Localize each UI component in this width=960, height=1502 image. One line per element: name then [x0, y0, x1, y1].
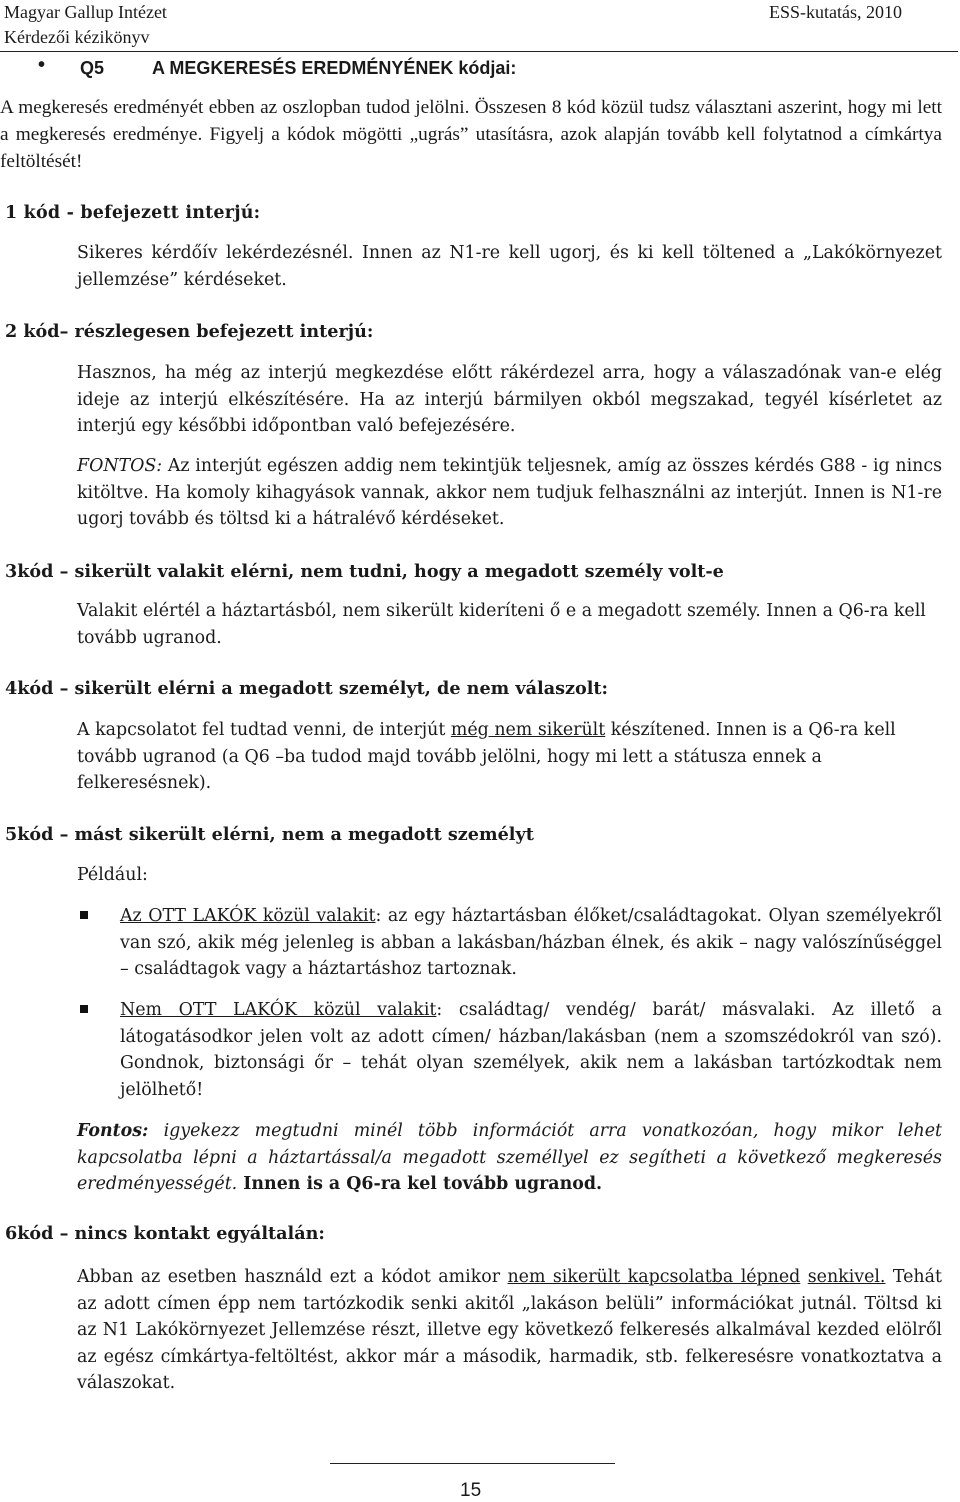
- code5-heading: 5kód – mást sikerült elérni, nem a megadott személyt: [5, 824, 534, 845]
- square-bullet-icon: [80, 1005, 88, 1013]
- header-rule: [0, 51, 958, 52]
- code3-heading: 3kód – sikerült valakit elérni, nem tudni, hogy a megadott személy volt-e: [5, 561, 724, 582]
- code1-heading: 1 kód - befejezett interjú:: [5, 203, 261, 223]
- code3-text: Valakit elértél a háztartásból, nem sikerült kideríteni ő e a megadott személy. Innen a Q6-ra kell tovább ugranod.: [77, 601, 926, 648]
- code5-bullet-1: Az OTT LAKÓK közül valakit: az egy háztartásban élőket/családtagokat. Olyan személyekről van szó, akik még jelenleg is abban a lakásban/házban élnek, és akik – nagy valószínűséggel – családtagok vagy a háztartáshoz tartoznak.: [120, 906, 942, 979]
- code5-example-label: Például:: [77, 865, 148, 885]
- q5-code: Q5: [80, 58, 105, 78]
- code1-text: Sikeres kérdőív lekérdezésnél. Innen az N1-re kell ugorj, és ki kell töltened a „Lakókörnyezet jellemzése” kérdéseket.: [77, 243, 942, 290]
- code4-underlined-phrase: még nem sikerült: [450, 720, 606, 740]
- code5-bullet-2: Nem OTT LAKÓK közül valakit: családtag/ vendég/ barát/ másvalaki. Az illető a látogatásodkor jelen volt az adott címen/ házban/lakásban (nem a szomszédokról van szó). Gondnok, biztonsági őr – tehát olyan személyek, akik nem a lakásban tartózkodtak nem jelölhető!: [120, 1000, 942, 1100]
- code2-important-label: FONTOS:: [77, 456, 163, 476]
- footer-rule: [330, 1463, 615, 1464]
- header-document-title: Kérdezői kézikönyv: [4, 27, 150, 47]
- intro-paragraph: A megkeresés eredményét ebben az oszlopban tudod jelölni. Összesen 8 kód közül tudsz választani aszerint, hogy mi lett a megkeresés eredménye. Figyelj a kódok mögötti „ugrás” utasításra, azok alapján tovább kell folytatnod a címkártya feltöltését!: [0, 97, 942, 172]
- code2-paragraph-2: FONTOS: Az interjút egészen addig nem tekintjük teljesnek, amíg az összes kérdés G88 - ig nincs kitöltve. Ha komoly kihagyások vannak, akkor nem tudjuk felhasználni az interjút. Innen is N1-re ugorj tovább és töltsd ki a hátralévő kérdéseket.: [77, 456, 942, 529]
- code6-text: Abban az esetben használd ezt a kódot amikor nem sikerült kapcsolatba lépned senkivel. Tehát az adott címen épp nem tartózkodik senki akitől „lakáson belüli” információkat jutnál. Töltsd ki az N1 Lakókörnyezet Jellemzése részt, illetve egy következő felkeresés alkalmával kezded elölről az egész címkártya-feltöltést, akkor már a második, harmadik, stb. felkeresésre vonatkoztatva a válaszokat.: [77, 1267, 942, 1393]
- code5-important-note: Fontos: igyekezz megtudni minél több információt arra vonatkozóan, hogy mikor lehet kapcsolatba lépni a háztartással/a megadott személlyel ez segítheti a következő megkeresés eredményességét. Innen is a Q6-ra kel tovább ugranod.: [77, 1121, 942, 1194]
- code4-heading: 4kód – sikerült elérni a megadott személyt, de nem válaszolt:: [5, 678, 609, 699]
- square-bullet-icon: [80, 911, 88, 919]
- code5-bullet-1-label: Az OTT LAKÓK közül valakit: [120, 906, 376, 926]
- code2-heading: 2 kód– részlegesen befejezett interjú:: [5, 321, 374, 342]
- header-organization: Magyar Gallup Intézet: [4, 2, 167, 22]
- code2-paragraph-1: Hasznos, ha még az interjú megkezdése előtt rákérdezel arra, hogy a válaszadónak van-e elég ideje az interjú elkészítésére. Ha az interjú bármilyen okból megszakad, tegyél kísérletet az interjú egy későbbi időpontban való befejezésére.: [77, 363, 942, 436]
- q5-title: A MEGKERESÉS EREDMÉNYÉNEK kódjai:: [152, 58, 517, 78]
- page-number: 15: [460, 1480, 482, 1501]
- code6-heading: 6kód – nincs kontakt egyáltalán:: [5, 1223, 325, 1244]
- code5-note-label: Fontos:: [77, 1121, 149, 1141]
- code6-underlined-word: senkivel.: [807, 1267, 886, 1287]
- code4-text: A kapcsolatot fel tudtad venni, de interjút még nem sikerült készítened. Innen is a Q6-ra kell tovább ugranod (a Q6 –ba tudod majd tovább jelölni, hogy mi lett a státusza ennek a felkeresésnek).: [77, 720, 896, 793]
- header-study: ESS-kutatás, 2010: [769, 2, 902, 22]
- code6-underlined-phrase: nem sikerült kapcsolatba lépned: [507, 1267, 801, 1287]
- bullet-dot-icon: •: [38, 54, 46, 76]
- code5-bullet-2-label: Nem OTT LAKÓK közül valakit: [120, 1000, 437, 1020]
